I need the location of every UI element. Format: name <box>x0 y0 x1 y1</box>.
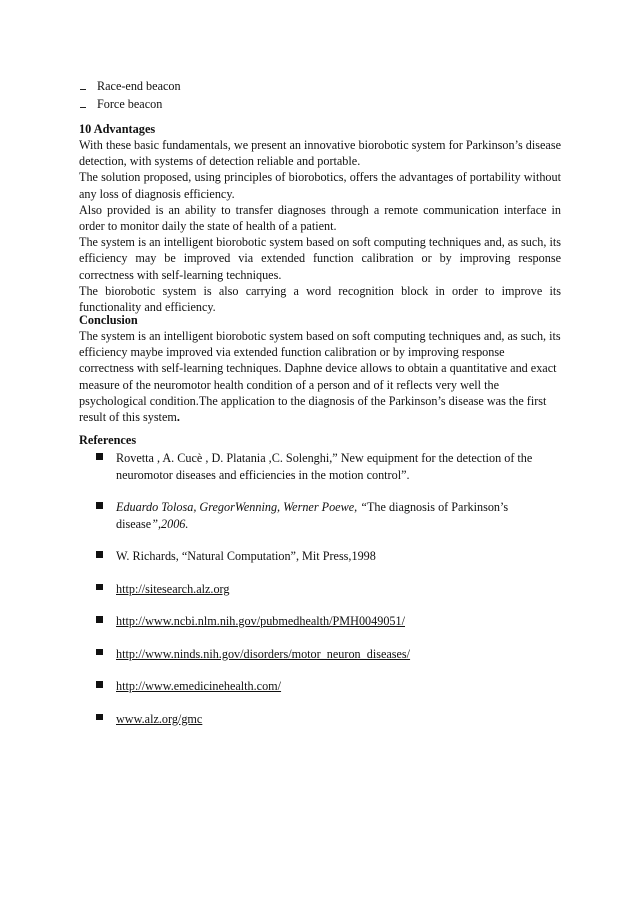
advantages-section <box>79 121 561 315</box>
square-bullet-icon <box>96 551 103 558</box>
advantages-paragraph: The solution proposed, using principles of biorobotics, offers the advantages of portability without any loss of diagnosis efficiency. <box>79 170 561 201</box>
reference-item <box>79 678 561 695</box>
square-bullet-icon <box>96 714 103 721</box>
reference-link[interactable]: http://www.ninds.nih.gov/disorders/motor_neuron_diseases/ <box>116 646 411 661</box>
advantages-paragraph: The system is an intelligent biorobotic system based on soft computing techniques and, as such, its efficiency may be improved via extended function calibration or by improving response correctness with self-learning techniques. <box>79 235 561 282</box>
reference-link[interactable]: http://www.emedicinehealth.com/ <box>116 679 282 693</box>
conclusion-end-mark: . <box>176 410 180 425</box>
advantages-paragraph: With these basic fundamentals, we present an innovative biorobotic system for Parkinson’s disease detection, with systems of detection reliable and portable. <box>79 138 561 169</box>
dash-bullet-icon <box>79 78 97 90</box>
advantages-heading: 10 Advantages <box>79 122 156 136</box>
advantages-paragraph: Also provided is an ability to transfer diagnoses through a remote communication interface in order to monitor daily the state of health of a patient. <box>79 202 561 234</box>
advantages-paragraph: The biorobotic system is also carrying a word recognition block in order to improve its functionality and efficiency. <box>79 283 561 315</box>
conclusion-section <box>79 312 561 425</box>
square-bullet-icon <box>96 502 103 509</box>
reference-item <box>79 581 561 598</box>
square-bullet-icon <box>96 453 103 460</box>
reference-link[interactable]: www.alz.org/gmc <box>116 711 203 726</box>
conclusion-heading: Conclusion <box>79 313 138 327</box>
list-item-label: Force beacon <box>97 96 163 111</box>
references-heading: References <box>79 433 137 447</box>
square-bullet-icon <box>96 681 103 688</box>
square-bullet-icon <box>96 616 103 623</box>
reference-title: The diagnosis of Parkinson’s disease <box>116 500 509 531</box>
square-bullet-icon <box>96 649 103 656</box>
references-section <box>79 432 561 727</box>
reference-item <box>79 613 561 630</box>
conclusion-text: The system is an intelligent biorobotic system based on soft computing techniques and, as such, its efficiency maybe improved via extended function calibration or by improving response correctness with self-learning techniques. Daphne device allows to obtain a quantitative and exact measure of the neuromotor health condition of a person and of it reflects very well the psychological condition.The application to the diagnosis of the Parkinson’s disease was the first result of this system <box>79 329 561 425</box>
conclusion-paragraph <box>79 328 561 425</box>
reference-item <box>79 548 561 565</box>
list-item-label: Race-end beacon <box>97 79 181 93</box>
list-item <box>79 78 559 96</box>
reference-item <box>79 711 561 728</box>
reference-item <box>79 450 561 483</box>
reference-text: Rovetta , A. Cucè , D. Platania ,C. Solenghi,” New equipment for the detection of the neuromotor diseases and efficiencies in the motion control”. <box>116 451 533 482</box>
dash-bullet-icon <box>79 96 97 108</box>
list-item <box>79 96 559 114</box>
reference-link[interactable]: http://www.ncbi.nlm.nih.gov/pubmedhealth/PMH0049051/ <box>116 614 405 628</box>
reference-item <box>79 499 561 532</box>
reference-text: W. Richards, “Natural Computation”, Mit Press,1998 <box>116 549 376 563</box>
reference-authors: Eduardo Tolosa, GregorWenning, Werner Poewe, “ <box>116 500 367 514</box>
square-bullet-icon <box>96 584 103 591</box>
beacon-list <box>79 78 559 113</box>
reference-item <box>79 646 561 663</box>
reference-year: ”,2006. <box>151 516 189 531</box>
reference-link[interactable]: http://sitesearch.alz.org <box>116 581 230 596</box>
